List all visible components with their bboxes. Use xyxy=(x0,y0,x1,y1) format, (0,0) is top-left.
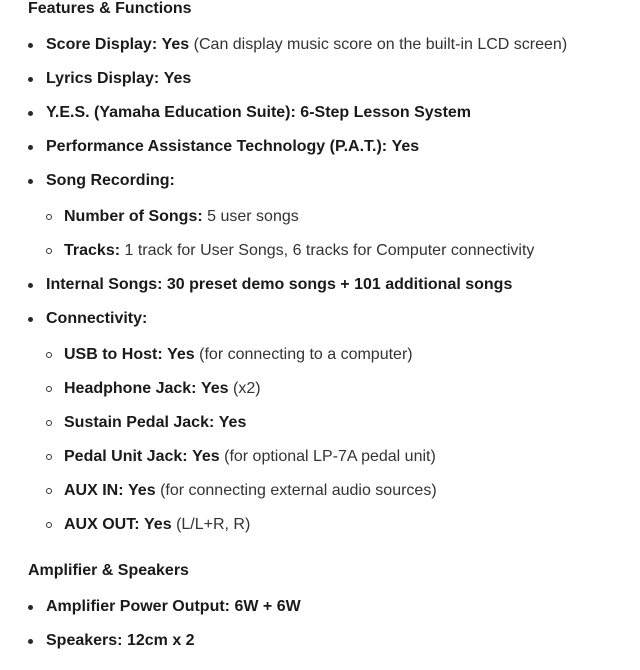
sub-list-item xyxy=(28,513,628,547)
sub-list-item xyxy=(28,343,628,377)
sub-list-item xyxy=(28,239,628,273)
bullet-icon xyxy=(28,179,33,184)
song-recording-sublist xyxy=(28,205,628,273)
item-key: USB to Host: xyxy=(64,346,163,363)
item-key: Lyrics Display: xyxy=(46,70,160,87)
item-value: Yes xyxy=(161,36,190,53)
item-value: Yes xyxy=(200,380,229,397)
hollow-bullet-icon xyxy=(46,522,52,528)
list-item xyxy=(28,33,628,67)
item-note: (for connecting to a computer) xyxy=(199,346,413,363)
list-item xyxy=(28,307,628,341)
hollow-bullet-icon xyxy=(46,386,52,392)
list-item xyxy=(28,135,628,169)
item-note: (L/L+R, R) xyxy=(176,516,251,533)
item-note: (Can display music score on the built-in LCD screen) xyxy=(193,36,568,53)
hollow-bullet-icon xyxy=(46,214,52,220)
item-key: Headphone Jack: xyxy=(64,380,197,397)
item-note: (x2) xyxy=(232,380,261,397)
bullet-icon xyxy=(28,145,33,150)
item-value: 30 preset demo songs + 101 additional songs xyxy=(166,276,513,293)
item-value: 6W + 6W xyxy=(234,598,301,615)
item-key: Number of Songs: xyxy=(64,208,203,225)
item-key: Y.E.S. (Yamaha Education Suite): xyxy=(46,104,296,121)
item-value: 5 user songs xyxy=(207,208,299,225)
item-note: (for connecting external audio sources) xyxy=(160,482,437,499)
item-value: Yes xyxy=(128,482,156,499)
item-value: 1 track for User Songs, 6 tracks for Computer connectivity xyxy=(124,242,535,259)
bullet-icon xyxy=(28,77,33,82)
item-key: Internal Songs: xyxy=(46,276,163,293)
item-key: AUX OUT: xyxy=(64,516,140,533)
features-list xyxy=(28,33,628,547)
list-item xyxy=(28,169,628,203)
item-key: Song Recording: xyxy=(46,172,175,189)
item-key: Performance Assistance Technology (P.A.T.): xyxy=(46,138,388,155)
item-value: Yes xyxy=(391,138,420,155)
hollow-bullet-icon xyxy=(46,352,52,358)
item-value: Yes xyxy=(144,516,172,533)
spec-document xyxy=(28,0,628,663)
item-key: Sustain Pedal Jack: xyxy=(64,414,215,431)
item-key: Score Display: xyxy=(46,36,158,53)
item-value: Yes xyxy=(163,70,192,87)
item-key: Amplifier Power Output: xyxy=(46,598,230,615)
item-value: 12cm x 2 xyxy=(126,632,195,649)
list-item xyxy=(28,629,628,663)
bullet-icon xyxy=(28,43,33,48)
bullet-icon xyxy=(28,639,33,644)
hollow-bullet-icon xyxy=(46,420,52,426)
sub-list-item xyxy=(28,377,628,411)
item-value: Yes xyxy=(218,414,247,431)
bullet-icon xyxy=(28,317,33,322)
sub-list-item xyxy=(28,479,628,513)
section-heading-amplifier: Amplifier & Speakers xyxy=(28,562,189,579)
connectivity-sublist xyxy=(28,343,628,547)
bullet-icon xyxy=(28,111,33,116)
hollow-bullet-icon xyxy=(46,454,52,460)
item-key: Connectivity: xyxy=(46,310,148,327)
item-value: Yes xyxy=(192,448,220,465)
sub-list-item xyxy=(28,411,628,445)
hollow-bullet-icon xyxy=(46,248,52,254)
list-item xyxy=(28,101,628,135)
list-item xyxy=(28,595,628,629)
item-value: Yes xyxy=(167,346,195,363)
item-key: Tracks: xyxy=(64,242,121,259)
list-item xyxy=(28,273,628,307)
hollow-bullet-icon xyxy=(46,488,52,494)
item-key: Pedal Unit Jack: xyxy=(64,448,188,465)
bullet-icon xyxy=(28,283,33,288)
item-key: AUX IN: xyxy=(64,482,124,499)
item-value: 6-Step Lesson System xyxy=(300,104,472,121)
item-key: Speakers: xyxy=(46,632,123,649)
sub-list-item xyxy=(28,205,628,239)
bullet-icon xyxy=(28,605,33,610)
item-note: (for optional LP-7A pedal unit) xyxy=(224,448,436,465)
sub-list-item xyxy=(28,445,628,479)
section-heading-features: Features & Functions xyxy=(28,0,192,17)
amplifier-list xyxy=(28,595,628,663)
list-item xyxy=(28,67,628,101)
